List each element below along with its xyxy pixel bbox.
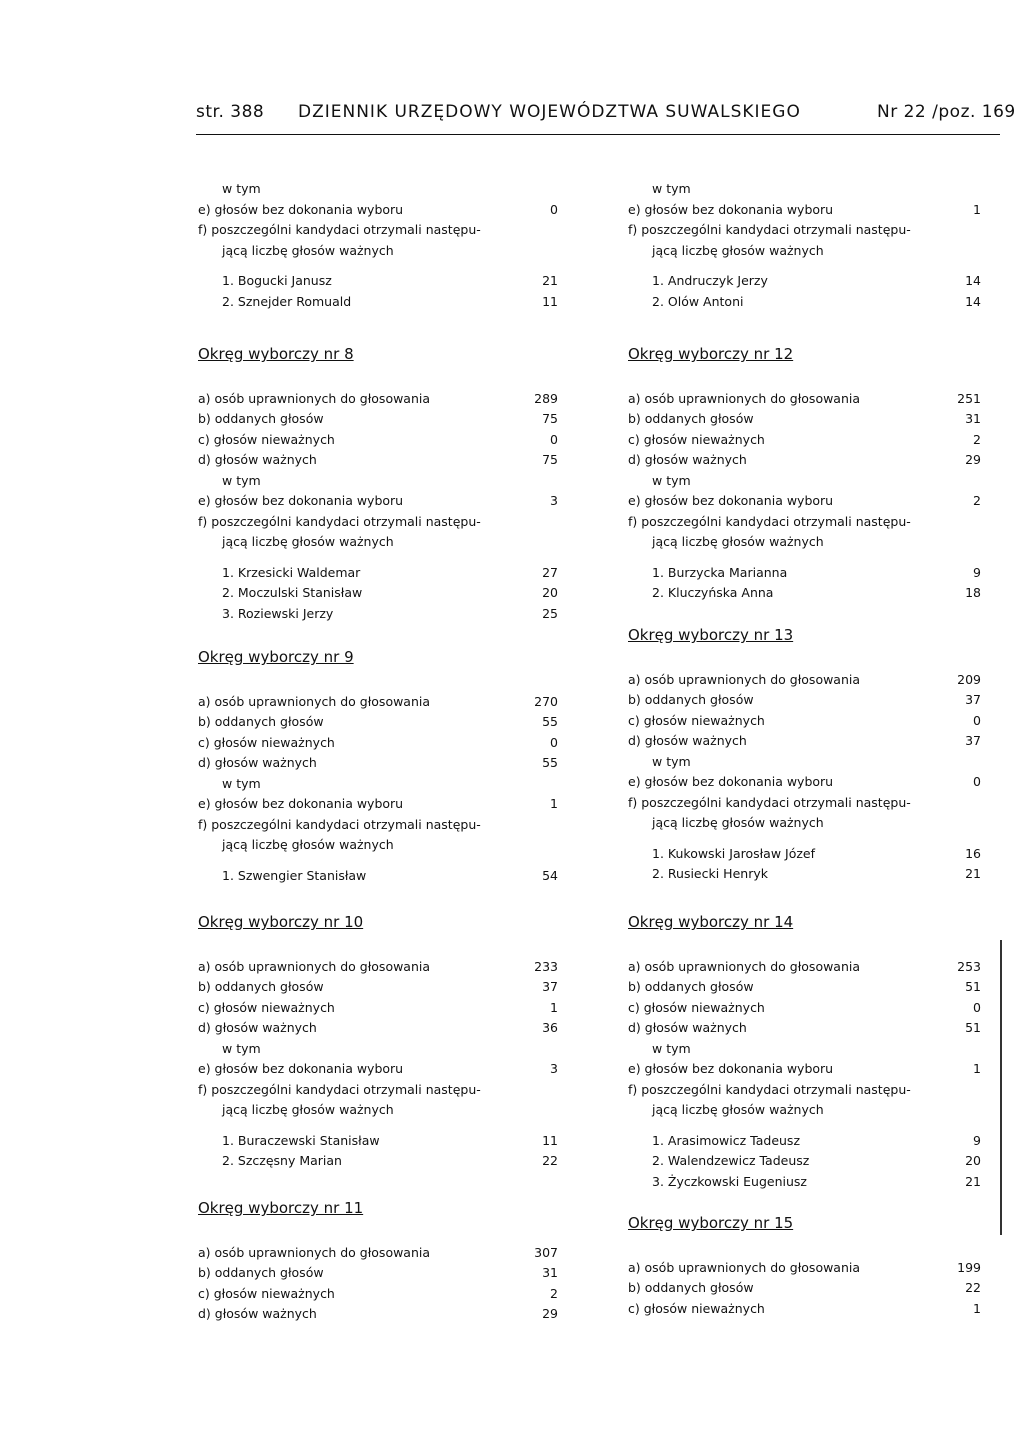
label-f1: f) poszczególni kandydaci otrzymali następu-: [198, 222, 481, 237]
label-f2: jącą liczbę głosów ważnych: [652, 815, 824, 830]
candidate-row: 1. Buraczewski Stanisław 11: [222, 1132, 558, 1148]
row-e: e) głosów bez dokonania wyboru 1: [628, 1061, 981, 1076]
value-e: 1: [973, 201, 981, 217]
row-b: b) oddanych głosów 37: [198, 979, 558, 994]
label-w-tym: w tym: [222, 472, 261, 488]
continuation-left: [198, 179, 558, 312]
candidate-row: 1. Andruczyk Jerzy 14: [652, 273, 981, 288]
candidate-row: 1. Kukowski Jarosław Józef 16: [652, 845, 981, 861]
label-f1: f) poszczególni kandydaci otrzymali następu-: [198, 513, 481, 529]
row-c: c) głosów nieważnych 2: [628, 431, 981, 447]
district-8: [198, 344, 558, 624]
row-b: b) oddanych głosów 31: [628, 411, 981, 426]
candidate-row: 2. Szczęsny Marian 22: [222, 1153, 558, 1168]
label-w-tym: w tym: [652, 181, 691, 196]
row-c: c) głosów nieważnych 0: [628, 999, 981, 1015]
row-e: e) głosów bez dokonania wyboru 0: [198, 200, 558, 221]
label-f1: f) poszczególni kandydaci otrzymali następu-: [198, 1081, 481, 1097]
row-c: c) głosów nieważnych 1: [198, 999, 558, 1015]
district-title: Okręg wyborczy nr 9: [198, 648, 354, 666]
row-a: a) osób uprawnionych do głosowania 233: [198, 958, 558, 974]
label-f1: f) poszczególni kandydaci otrzymali następu-: [198, 816, 481, 832]
candidate-row: 2. Moczulski Stanisław 20: [222, 585, 558, 600]
row-b: b) oddanych głosów 55: [198, 714, 558, 729]
candidate-row: 1. Arasimowicz Tadeusz 9: [652, 1132, 981, 1148]
row-e: e) głosów bez dokonania wyboru 1: [628, 200, 981, 221]
row-b: b) oddanych głosów 31: [198, 1265, 558, 1280]
page-number: str. 388: [196, 102, 265, 122]
label-f1: f) poszczególni kandydaci otrzymali następu-: [628, 1081, 911, 1097]
row-e: e) głosów bez dokonania wyboru 3: [198, 1061, 558, 1076]
district-12: [628, 344, 981, 604]
district-10: [198, 912, 558, 1172]
issue-number: Nr 22 /poz. 169: [877, 102, 1016, 122]
label-f1: f) poszczególni kandydaci otrzymali następu-: [628, 513, 911, 529]
row-d: d) głosów ważnych 29: [628, 452, 981, 467]
candidate-row: 3. Życzkowski Eugeniusz 21: [652, 1173, 981, 1189]
district-13: [628, 625, 981, 885]
row-e: e) głosów bez dokonania wyboru 1: [198, 796, 558, 811]
label-f2: jącą liczbę głosów ważnych: [222, 242, 394, 258]
candidate-row: 2. Olów Antoni 14: [652, 293, 981, 309]
label-f2: jącą liczbę głosów ważnych: [222, 534, 394, 549]
candidate-row: 1. Bogucki Janusz 21: [222, 273, 558, 288]
district-title: Okręg wyborczy nr 14: [628, 913, 794, 931]
row-b: b) oddanych głosów 75: [198, 411, 558, 426]
row-a: a) osób uprawnionych do głosowania 199: [628, 1259, 981, 1275]
district-title: Okręg wyborczy nr 8: [198, 345, 354, 363]
label-w-tym: w tym: [652, 753, 691, 769]
candidate-row: 1. Szwengier Stanisław 54: [222, 867, 558, 883]
row-d: d) głosów ważnych 36: [198, 1020, 558, 1035]
value-e: 0: [550, 201, 558, 217]
candidate-row: 2. Kluczyńska Anna 18: [652, 585, 981, 600]
candidate-row: 2. Sznejder Romuald 11: [222, 293, 558, 309]
row-a: a) osób uprawnionych do głosowania 270: [198, 693, 558, 709]
label-w-tym: w tym: [652, 472, 691, 488]
row-b: b) oddanych głosów 22: [628, 1280, 981, 1295]
margin-line: [1000, 940, 1002, 1235]
row-c: c) głosów nieważnych 0: [198, 431, 558, 447]
label-w-tym: w tym: [222, 775, 261, 791]
label-f1: f) poszczególni kandydaci otrzymali następu-: [628, 794, 911, 810]
district-title: Okręg wyborczy nr 13: [628, 626, 794, 644]
row-e: e) głosów bez dokonania wyboru 0: [628, 774, 981, 789]
row-d: d) głosów ważnych 37: [628, 733, 981, 748]
candidate-row: 1. Krzesicki Waldemar 27: [222, 564, 558, 580]
candidate-row: 3. Roziewski Jerzy 25: [222, 605, 558, 621]
row-a: a) osób uprawnionych do głosowania 307: [198, 1244, 558, 1260]
header-rule: [196, 134, 1000, 135]
label-f2: jącą liczbę głosów ważnych: [222, 837, 394, 852]
row-b: b) oddanych głosów 51: [628, 979, 981, 994]
district-title: Okręg wyborczy nr 11: [198, 1199, 364, 1217]
label-f2: jącą liczbę głosów ważnych: [652, 242, 824, 258]
label-f1: f) poszczególni kandydaci otrzymali następu-: [628, 222, 911, 237]
label-f2: jącą liczbę głosów ważnych: [652, 1102, 824, 1117]
row-c: c) głosów nieważnych 2: [198, 1285, 558, 1301]
row-d: d) głosów ważnych 75: [198, 452, 558, 467]
candidate-row: 2. Walendzewicz Tadeusz 20: [652, 1153, 981, 1168]
row-a: a) osób uprawnionych do głosowania 289: [198, 390, 558, 406]
district-title: Okręg wyborczy nr 10: [198, 913, 364, 931]
district-11: [198, 1198, 558, 1325]
label-w-tym: w tym: [222, 1040, 261, 1056]
label-f2: jącą liczbę głosów ważnych: [222, 1102, 394, 1117]
journal-title: DZIENNIK URZĘDOWY WOJEWÓDZTWA SUWALSKIEGO: [298, 102, 801, 122]
row-c: c) głosów nieważnych 1: [628, 1300, 981, 1316]
label-w-tym: w tym: [652, 1040, 691, 1056]
row-a: a) osób uprawnionych do głosowania 251: [628, 390, 981, 406]
district-15: [628, 1213, 981, 1319]
row-d: d) głosów ważnych 55: [198, 755, 558, 770]
row-e: e) głosów bez dokonania wyboru 3: [198, 493, 558, 508]
district-title: Okręg wyborczy nr 15: [628, 1214, 794, 1232]
candidate-row: 1. Burzycka Marianna 9: [652, 564, 981, 580]
label-f2: jącą liczbę głosów ważnych: [652, 534, 824, 549]
row-c: c) głosów nieważnych 0: [198, 734, 558, 750]
row-d: d) głosów ważnych 29: [198, 1306, 558, 1321]
row-e: e) głosów bez dokonania wyboru 2: [628, 493, 981, 508]
district-9: [198, 647, 558, 886]
continuation-right: [628, 179, 981, 312]
district-14: [628, 912, 981, 1192]
label-w-tym: w tym: [222, 181, 261, 196]
district-title: Okręg wyborczy nr 12: [628, 345, 794, 363]
row-a: a) osób uprawnionych do głosowania 253: [628, 958, 981, 974]
row-a: a) osób uprawnionych do głosowania 209: [628, 671, 981, 687]
row-c: c) głosów nieważnych 0: [628, 712, 981, 728]
candidate-row: 2. Rusiecki Henryk 21: [652, 866, 981, 881]
row-b: b) oddanych głosów 37: [628, 692, 981, 707]
row-d: d) głosów ważnych 51: [628, 1020, 981, 1035]
